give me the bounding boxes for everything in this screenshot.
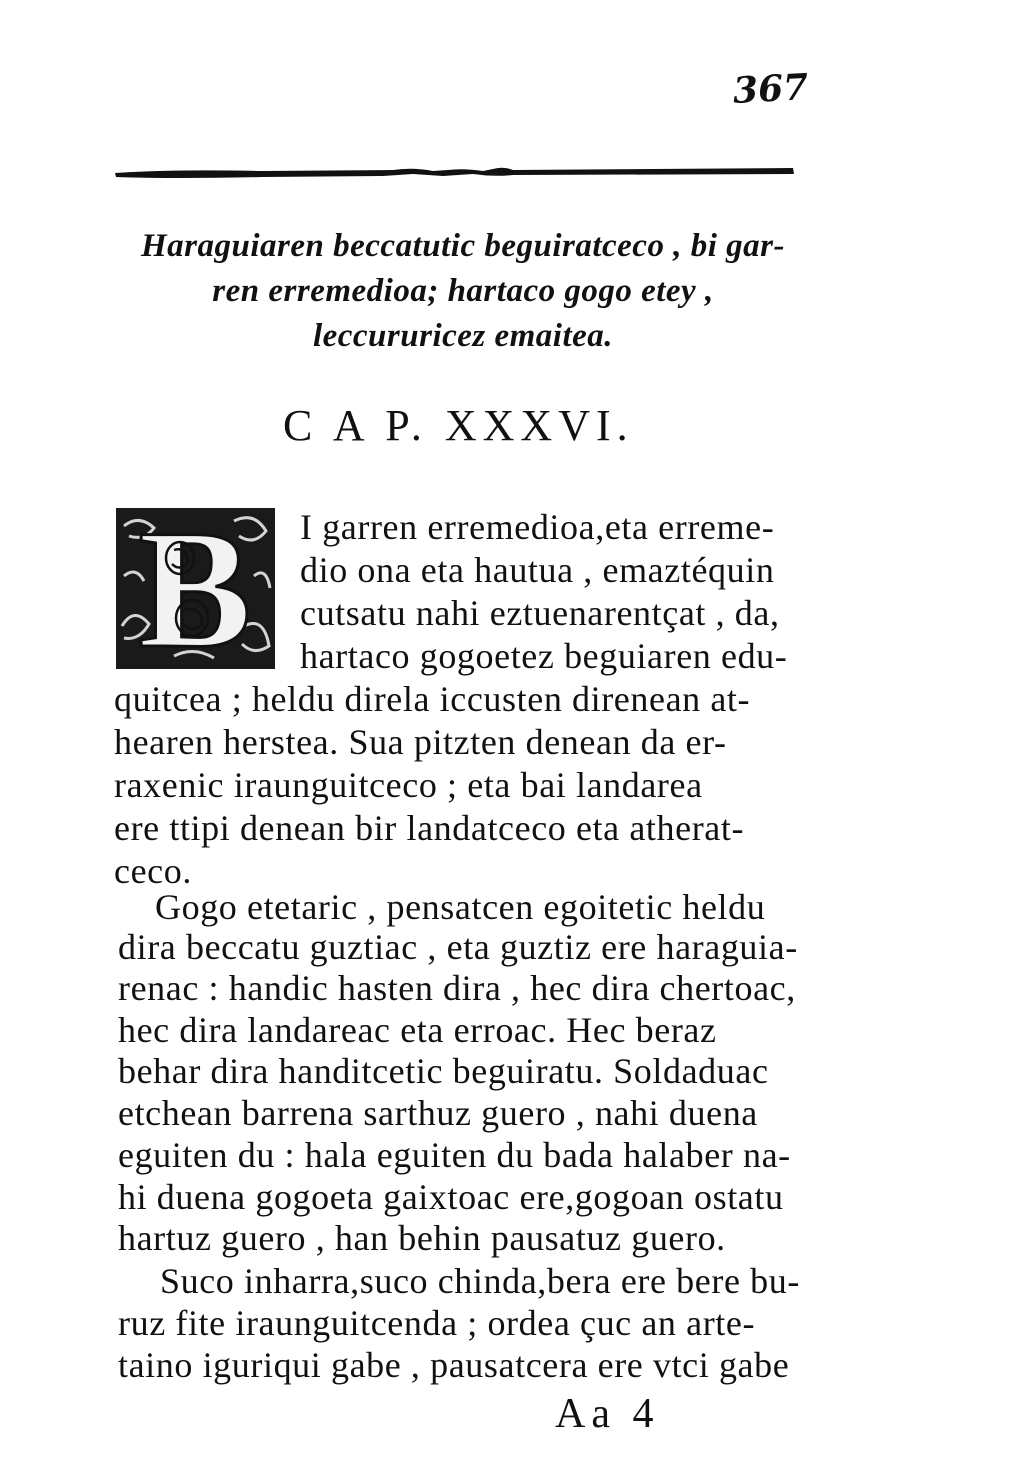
text-line: hearen herstea. Sua pitzten denean da er- [114, 722, 727, 762]
text-line: dio ona eta hautua , emaztéquin [300, 550, 775, 590]
summary-line: Haraguiaren beccatutic beguiratceco , bi gar- [141, 228, 785, 264]
decorated-initial-b-icon [114, 506, 277, 671]
text-line: eguiten du : hala eguiten du bada halaber na- [118, 1135, 791, 1175]
text-line: I garren erremedioa,eta erreme- [300, 507, 775, 547]
text-line: hec dira landareac eta erroac. Hec beraz [118, 1010, 717, 1050]
text-line: dira beccatu guztiac , eta guztiz ere haraguia- [118, 927, 798, 967]
text-line: Suco inharra,suco chinda,bera ere bere bu- [160, 1261, 800, 1301]
text-line: hartaco gogoetez beguiaren edu- [300, 636, 788, 676]
text-line: etchean barrena sarthuz guero , nahi duena [118, 1093, 758, 1133]
text-line: ere ttipi denean bir landatceco eta atherat- [114, 808, 745, 848]
summary-line: ren erremedioa; hartaco gogo etey , [212, 273, 714, 309]
text-line: raxenic iraunguitceco ; eta bai landarea [114, 765, 703, 805]
text-line: taino iguriqui gabe , pausatcera ere vtci gabe [118, 1345, 790, 1385]
drop-cap-letter: B [138, 506, 252, 671]
chapter-summary [113, 224, 813, 359]
text-line: Gogo etetaric , pensatcen egoitetic heldu [155, 887, 766, 927]
text-line: hi duena gogoeta gaixtoac ere,gogoan ostatu [118, 1177, 784, 1217]
text-line: hartuz guero , han behin pausatuz guero. [118, 1218, 726, 1258]
chapter-heading: C A P. XXXVI. [283, 401, 634, 450]
page-number: 367 [731, 66, 810, 112]
text-line: behar dira handitcetic beguiratu. Soldaduac [118, 1051, 769, 1091]
text-line: cutsatu nahi eztuenarentçat , da, [300, 593, 780, 633]
header-rule [113, 160, 796, 182]
text-line: quitcea ; heldu direla iccusten direnean at- [114, 679, 751, 719]
summary-line: leccururicez emaitea. [312, 318, 614, 354]
text-line: ceco. [114, 851, 192, 891]
text-line: renac : handic hasten dira , hec dira chertoac, [118, 968, 796, 1008]
text-line: ruz fite iraunguitcenda ; ordea çuc an arte- [118, 1303, 756, 1343]
catchword: Aa 4 [555, 1391, 660, 1437]
